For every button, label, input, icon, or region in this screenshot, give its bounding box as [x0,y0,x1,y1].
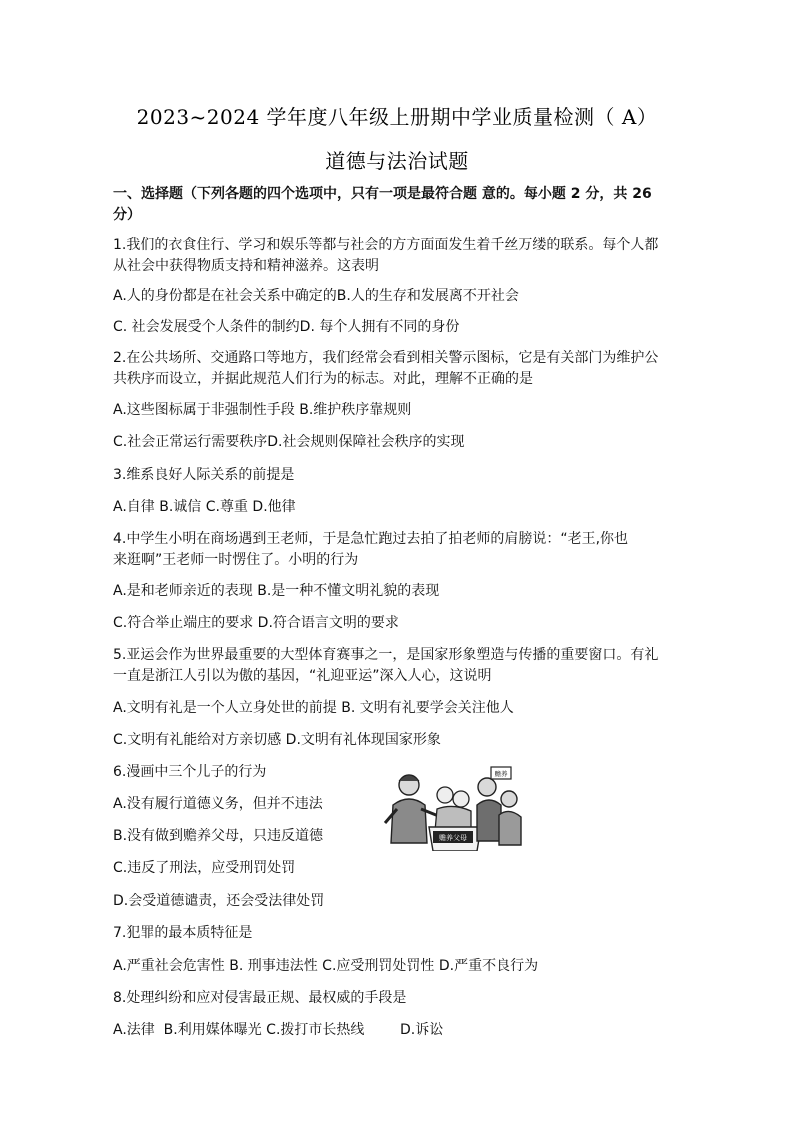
q5-option-ab: A.文明有礼是一个人立身处世的前提 B. 文明有礼要学会关注他人 [113,700,514,716]
q7-stem: 7.犯罪的最本质特征是 [113,925,253,941]
q2-option-cd: C.社会正常运行需要秩序D.社会规则保障社会秩序的实现 [113,434,465,450]
q1-stem-line2: 从社会中获得物质支持和精神滋养。这表明 [113,258,379,274]
q8-stem: 8.处理纠纷和应对侵害最正规、最权威的手段是 [113,990,407,1006]
q1-option-ab: A.人的身份都是在社会关系中确定的B.人的生存和发展离不开社会 [113,288,519,304]
q6-option-b: B.没有做到赡养父母，只违反道德 [113,828,324,844]
q4-option-cd: C.符合举止端庄的要求 D.符合语言文明的要求 [113,615,399,631]
q1-stem-line1: 1.我们的衣食住行、学习和娱乐等都与社会的方方面面发生着千丝万缕的联系。每个人都 [113,237,659,253]
exam-title: 2023~2024 学年度八年级上册期中学业质量检测（ A） [136,105,658,129]
exam-subtitle: 道德与法治试题 [325,149,469,173]
q6-option-d: D.会受道德谴责，还会受法律处罚 [113,893,325,909]
cartoon-son-right [477,767,521,845]
q7-options: A.严重社会危害性 B. 刑事违法性 C.应受刑罚处罚性 D.严重不良行为 [113,958,539,974]
q6-option-c: C.违反了刑法，应受刑罚处罚 [113,860,296,876]
q1-option-cd: C. 社会发展受个人条件的制约D. 每个人拥有不同的身份 [113,319,460,335]
q5-option-cd: C.文明有礼能给对方亲切感 D.文明有礼体现国家形象 [113,732,441,748]
q4-option-ab: A.是和老师亲近的表现 B.是一种不懂文明礼貌的表现 [113,583,440,599]
cartoon-parents [435,787,471,831]
cartoon-tag-text: 赡养 [494,770,508,778]
q2-stem-line2: 共秩序而设立，并据此规范人们行为的标志。对此，理解不正确的是 [113,371,533,387]
q2-option-ab: A.这些图标属于非强制性手段 B.维护秩序靠规则 [113,402,412,418]
q5-stem-line1: 5.亚运会作为世界最重要的大型体育赛事之一，是国家形象塑造与传播的重要窗口。有礼 [113,647,659,663]
q3-options: A.自律 B.诚信 C.尊重 D.他律 [113,499,296,515]
q2-stem-line1: 2.在公共场所、交通路口等地方，我们经常会看到相关警示图标，它是有关部门为维护公 [113,350,659,366]
q6-stem: 6.漫画中三个儿子的行为 [113,764,267,780]
cartoon-illustration [383,765,523,851]
q5-stem-line2: 一直是浙江人引以为傲的基因，“礼迎亚运”深入人心，这说明 [113,668,492,684]
section-heading-line2: 分） [113,207,141,223]
cartoon-sign-text: 赡养父母 [439,834,467,842]
section-heading-line1: 一、选择题（下列各题的四个选项中，只有一项是最符合题 意的。每小题 2 分，共 26 [113,186,652,202]
q8-options: A.法律 B.利用媒体曝光 C.拨打市长热线 D.诉讼 [113,1022,444,1038]
q6-option-a: A.没有履行道德义务，但并不违法 [113,796,323,812]
q3-stem: 3.维系良好人际关系的前提是 [113,467,295,483]
q4-stem-line2: 来逛啊”王老师一时愣住了。小明的行为 [113,552,359,568]
cartoon-box [429,827,481,851]
q4-stem-line1: 4.中学生小明在商场遇到王老师，于是急忙跑过去拍了拍老师的肩膀说：“老王,你也 [113,531,629,547]
